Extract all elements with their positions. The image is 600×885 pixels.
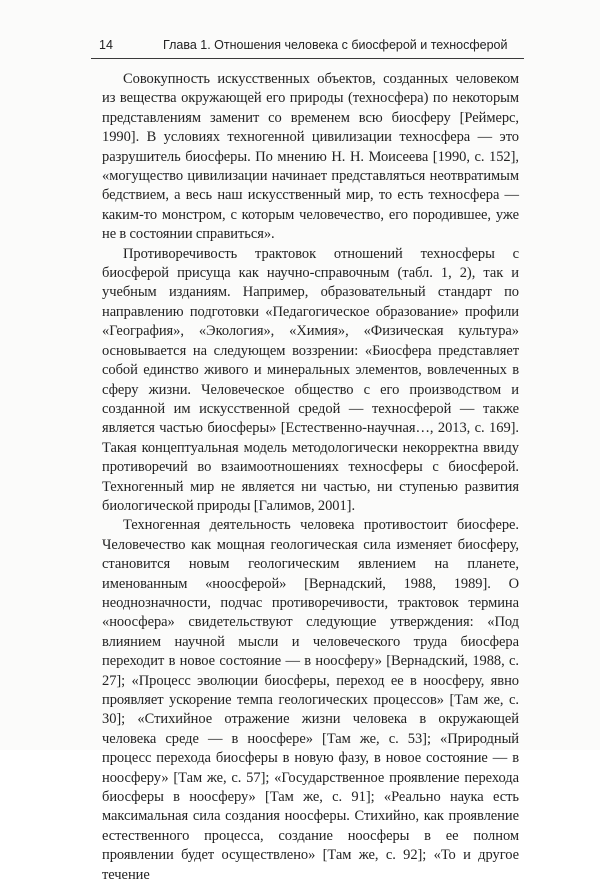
- page-number: 14: [99, 38, 113, 52]
- paragraph: Противоречивость трактовок отношений техносферы с биосферой присуща как научно-справочным (табл. 1, 2), так и учебным изданиям. Например, образовательный стандарт по направлению подготовки «Педагогическое образование» профили «География», «Экология», «Химия», «Физическая культура» основывается на следующем воззрении: «Биосфера представляет собой единство живого и минеральных элементов, вовлеченных в сферу жизни. Человеческое общество с его производством и созданной им искусственной средой — техносферой — также является частью биосферы» [Естественно-научная…, 2013, с. 169]. Такая концептуальная модель методологически некорректна ввиду противоречий во взаимоотношениях техносферы с биосферой. Техногенный мир не является ни частью, ни ступенью развития биологической природы [Галимов, 2001].: [102, 245, 519, 514]
- running-header: [91, 36, 524, 59]
- paragraph: Техногенная деятельность человека противостоит биосфере. Человечество как мощная геологическая сила изменяет биосферу, становится новым геологическим явлением на планете, именованным «ноосферой» [Вернадский, 1988, 1989]. О неоднозначности, подчас противоречивости, трактовок термина «ноосфера» свидетельствуют следующие утверждения: «Под влиянием научной мысли и человеческого труда биосфера переходит в новое состояние — в ноосферу» [Вернадский, 1988, с. 27]; «Процесс эволюции биосферы, переход ее в ноосферу, явно проявляет ускорение темпа геологических процессов» [Там же, с. 30]; «Стихийное отражение жизни человека в окружающей человека среде — в ноосфере» [Там же, с. 53]; «Природный процесс перехода биосферы в новую фазу, в новое состояние — в ноосферу» [Там же, с. 57]; «Государственное проявление перехода биосферы в ноосферу» [Там же, с. 91]; «Реально наука есть максимальная сила создания ноосферы. Стихийно, как проявление естественного процесса, создание ноосферы в ее полном проявлении будет осуществлено» [Там же, с. 92]; «То и другое течение: [102, 517, 519, 883]
- body-text: [102, 70, 519, 885]
- paragraph: Совокупность искусственных объектов, созданных человеком из вещества окружающей его природы (техносфера) по некоторым представлениям заменит со временем всю биосферу [Реймерс, 1990]. В условиях техногенной цивилизации техносфера — это разрушитель биосферы. По мнению Н. Н. Моисеева [1990, с. 152], «могущество цивилизации начинает представляться неотвратимым бедствием, а весь наш искусственный мир, то есть техносфера — каким-то монстром, с которым человечество, его породившее, уже не в состоянии справиться».: [102, 71, 519, 243]
- chapter-title: Глава 1. Отношения человека с биосферой и техносферой: [163, 38, 508, 52]
